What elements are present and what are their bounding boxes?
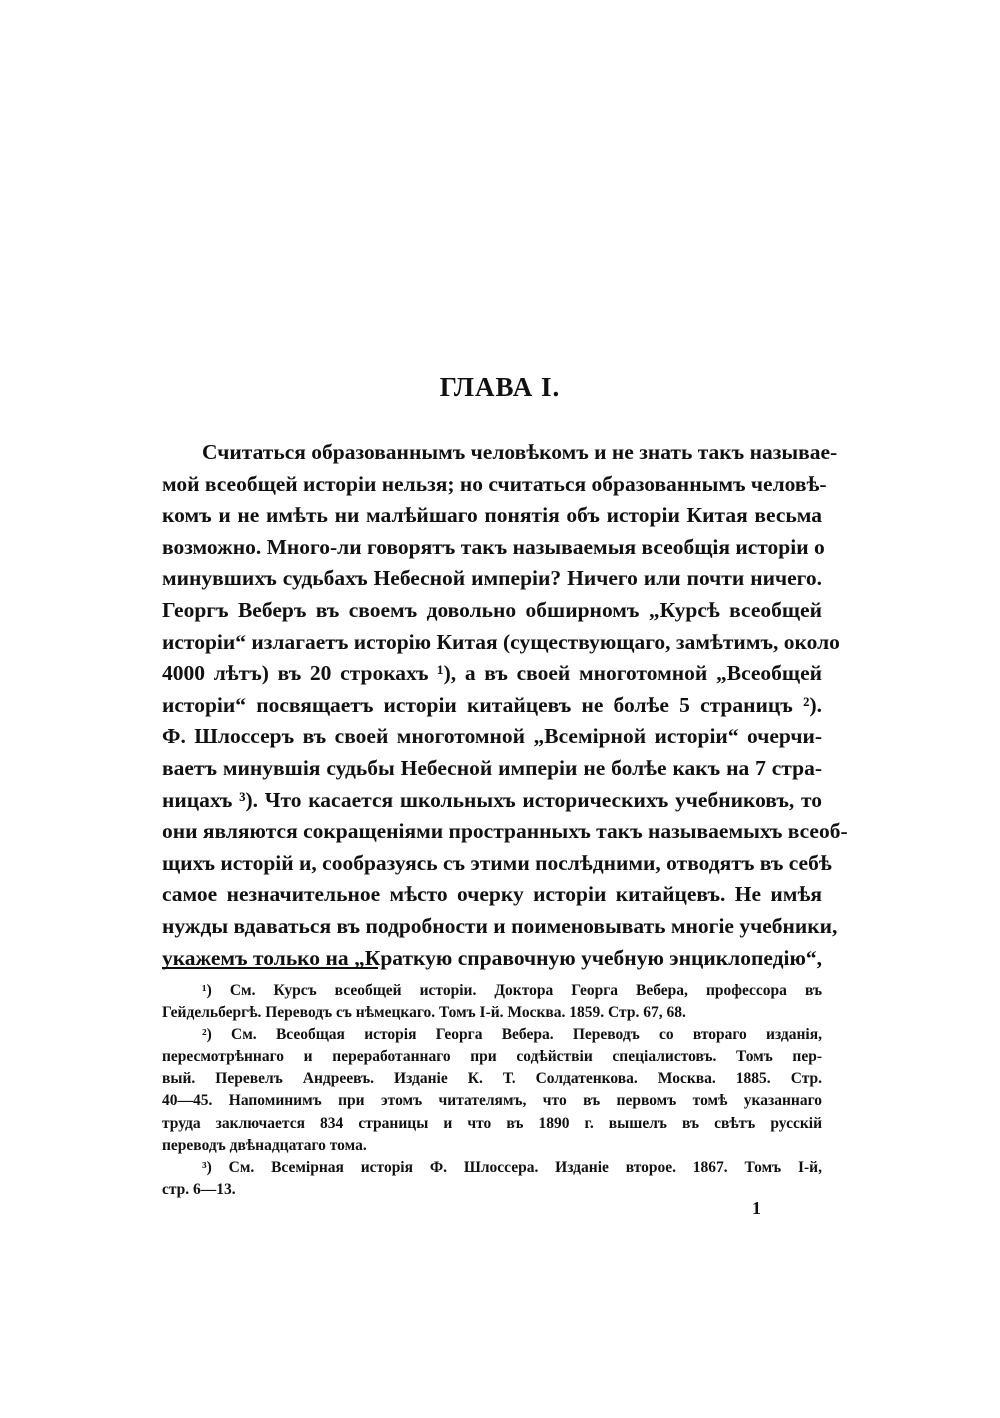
footnote-divider xyxy=(162,967,378,969)
body-line: исторіи“ излагаетъ исторію Китая (существующаго, замѣтимъ, около xyxy=(162,629,840,654)
body-line: 4000 лѣтъ) въ 20 строкахъ ¹), а въ своей многотомной „Всеобщей xyxy=(162,661,822,686)
body-line: самое незначительное мѣсто очерку исторіи китайцевъ. Не имѣя xyxy=(162,882,822,907)
footnote-2-line: переводъ двѣнадцатаго тома. xyxy=(162,1136,367,1154)
footnote-2-line: ²) См. Всеобщая исторія Георга Вебера. Переводъ со втораго изданія, xyxy=(202,1026,822,1044)
body-line: нужды вдаваться въ подробности и поименовывать многіе учебники, xyxy=(162,913,838,938)
body-line: Считаться образованнымъ человѣкомъ и не знать такъ называе- xyxy=(202,440,838,464)
body-line: ваетъ минувшія судьбы Небесной имперіи не болѣе какъ на 7 стра- xyxy=(162,755,822,780)
body-line: минувшихъ судьбахъ Небесной имперіи? Ничего или почти ничего. xyxy=(162,566,822,591)
footnote-2-line: вый. Перевелъ Андреевъ. Изданіе К. Т. Солдатенкова. Москва. 1885. Стр. xyxy=(162,1070,822,1088)
body-line: комъ и не имѣть ни малѣйшаго понятія объ исторіи Китая весьма xyxy=(162,503,822,528)
body-line: ницахъ ³). Что касается школьныхъ историческихъ учебниковъ, то xyxy=(162,787,822,812)
footnote-2-line: труда заключается 834 страницы и что въ 1890 г. вышелъ въ свѣтъ русскій xyxy=(162,1114,822,1132)
body-line: возможно. Много-ли говорятъ такъ называемыя всеобщія исторіи о xyxy=(162,534,825,559)
footnote-1-line: ¹) См. Курсъ всеобщей исторіи. Доктора Георга Вебера, профессора въ xyxy=(202,982,822,999)
footnote-3-line: стр. 6—13. xyxy=(162,1180,236,1198)
body-line: мой всеобщей исторіи нельзя; но считаться образованнымъ человѣ- xyxy=(162,471,827,496)
page-number: 1 xyxy=(752,1198,761,1218)
chapter-title: ГЛАВА I. xyxy=(439,372,561,402)
body-line: щихъ исторій и, сообразуясь съ этими послѣдними, отводятъ въ себѣ xyxy=(162,850,832,875)
body-line: Георгъ Веберъ въ своемъ довольно обширномъ „Курсѣ всеобщей xyxy=(162,597,822,622)
body-line: они являются сокращеніями пространныхъ такъ называемыхъ всеоб- xyxy=(162,819,848,844)
footnote-1-line: Гейдельбергѣ. Переводъ съ нѣмецкаго. Томъ I-й. Москва. 1859. Стр. 67, 68. xyxy=(162,1004,686,1022)
body-paragraph xyxy=(162,437,848,974)
footnote-2-line: 40—45. Напоминимъ при этомъ читателямъ, что въ первомъ томѣ указаннаго xyxy=(162,1092,822,1110)
footnotes xyxy=(162,980,822,1201)
body-line: укажемъ только на „Краткую справочную учебную энциклопедію“, xyxy=(162,945,822,970)
body-line: исторіи“ посвящаетъ исторіи китайцевъ не болѣе 5 страницъ ²). xyxy=(162,692,822,717)
footnote-2-line: пересмотрѣннаго и переработаннаго при содѣйствіи спеціалистовъ. Томъ пер- xyxy=(162,1048,822,1066)
footnote-3-line: ³) См. Всемірная исторія Ф. Шлоссера. Изданіе второе. 1867. Томъ I-й, xyxy=(202,1158,822,1176)
body-line: Ф. Шлоссеръ въ своей многотомной „Всемірной исторіи“ очерчи- xyxy=(162,724,822,749)
